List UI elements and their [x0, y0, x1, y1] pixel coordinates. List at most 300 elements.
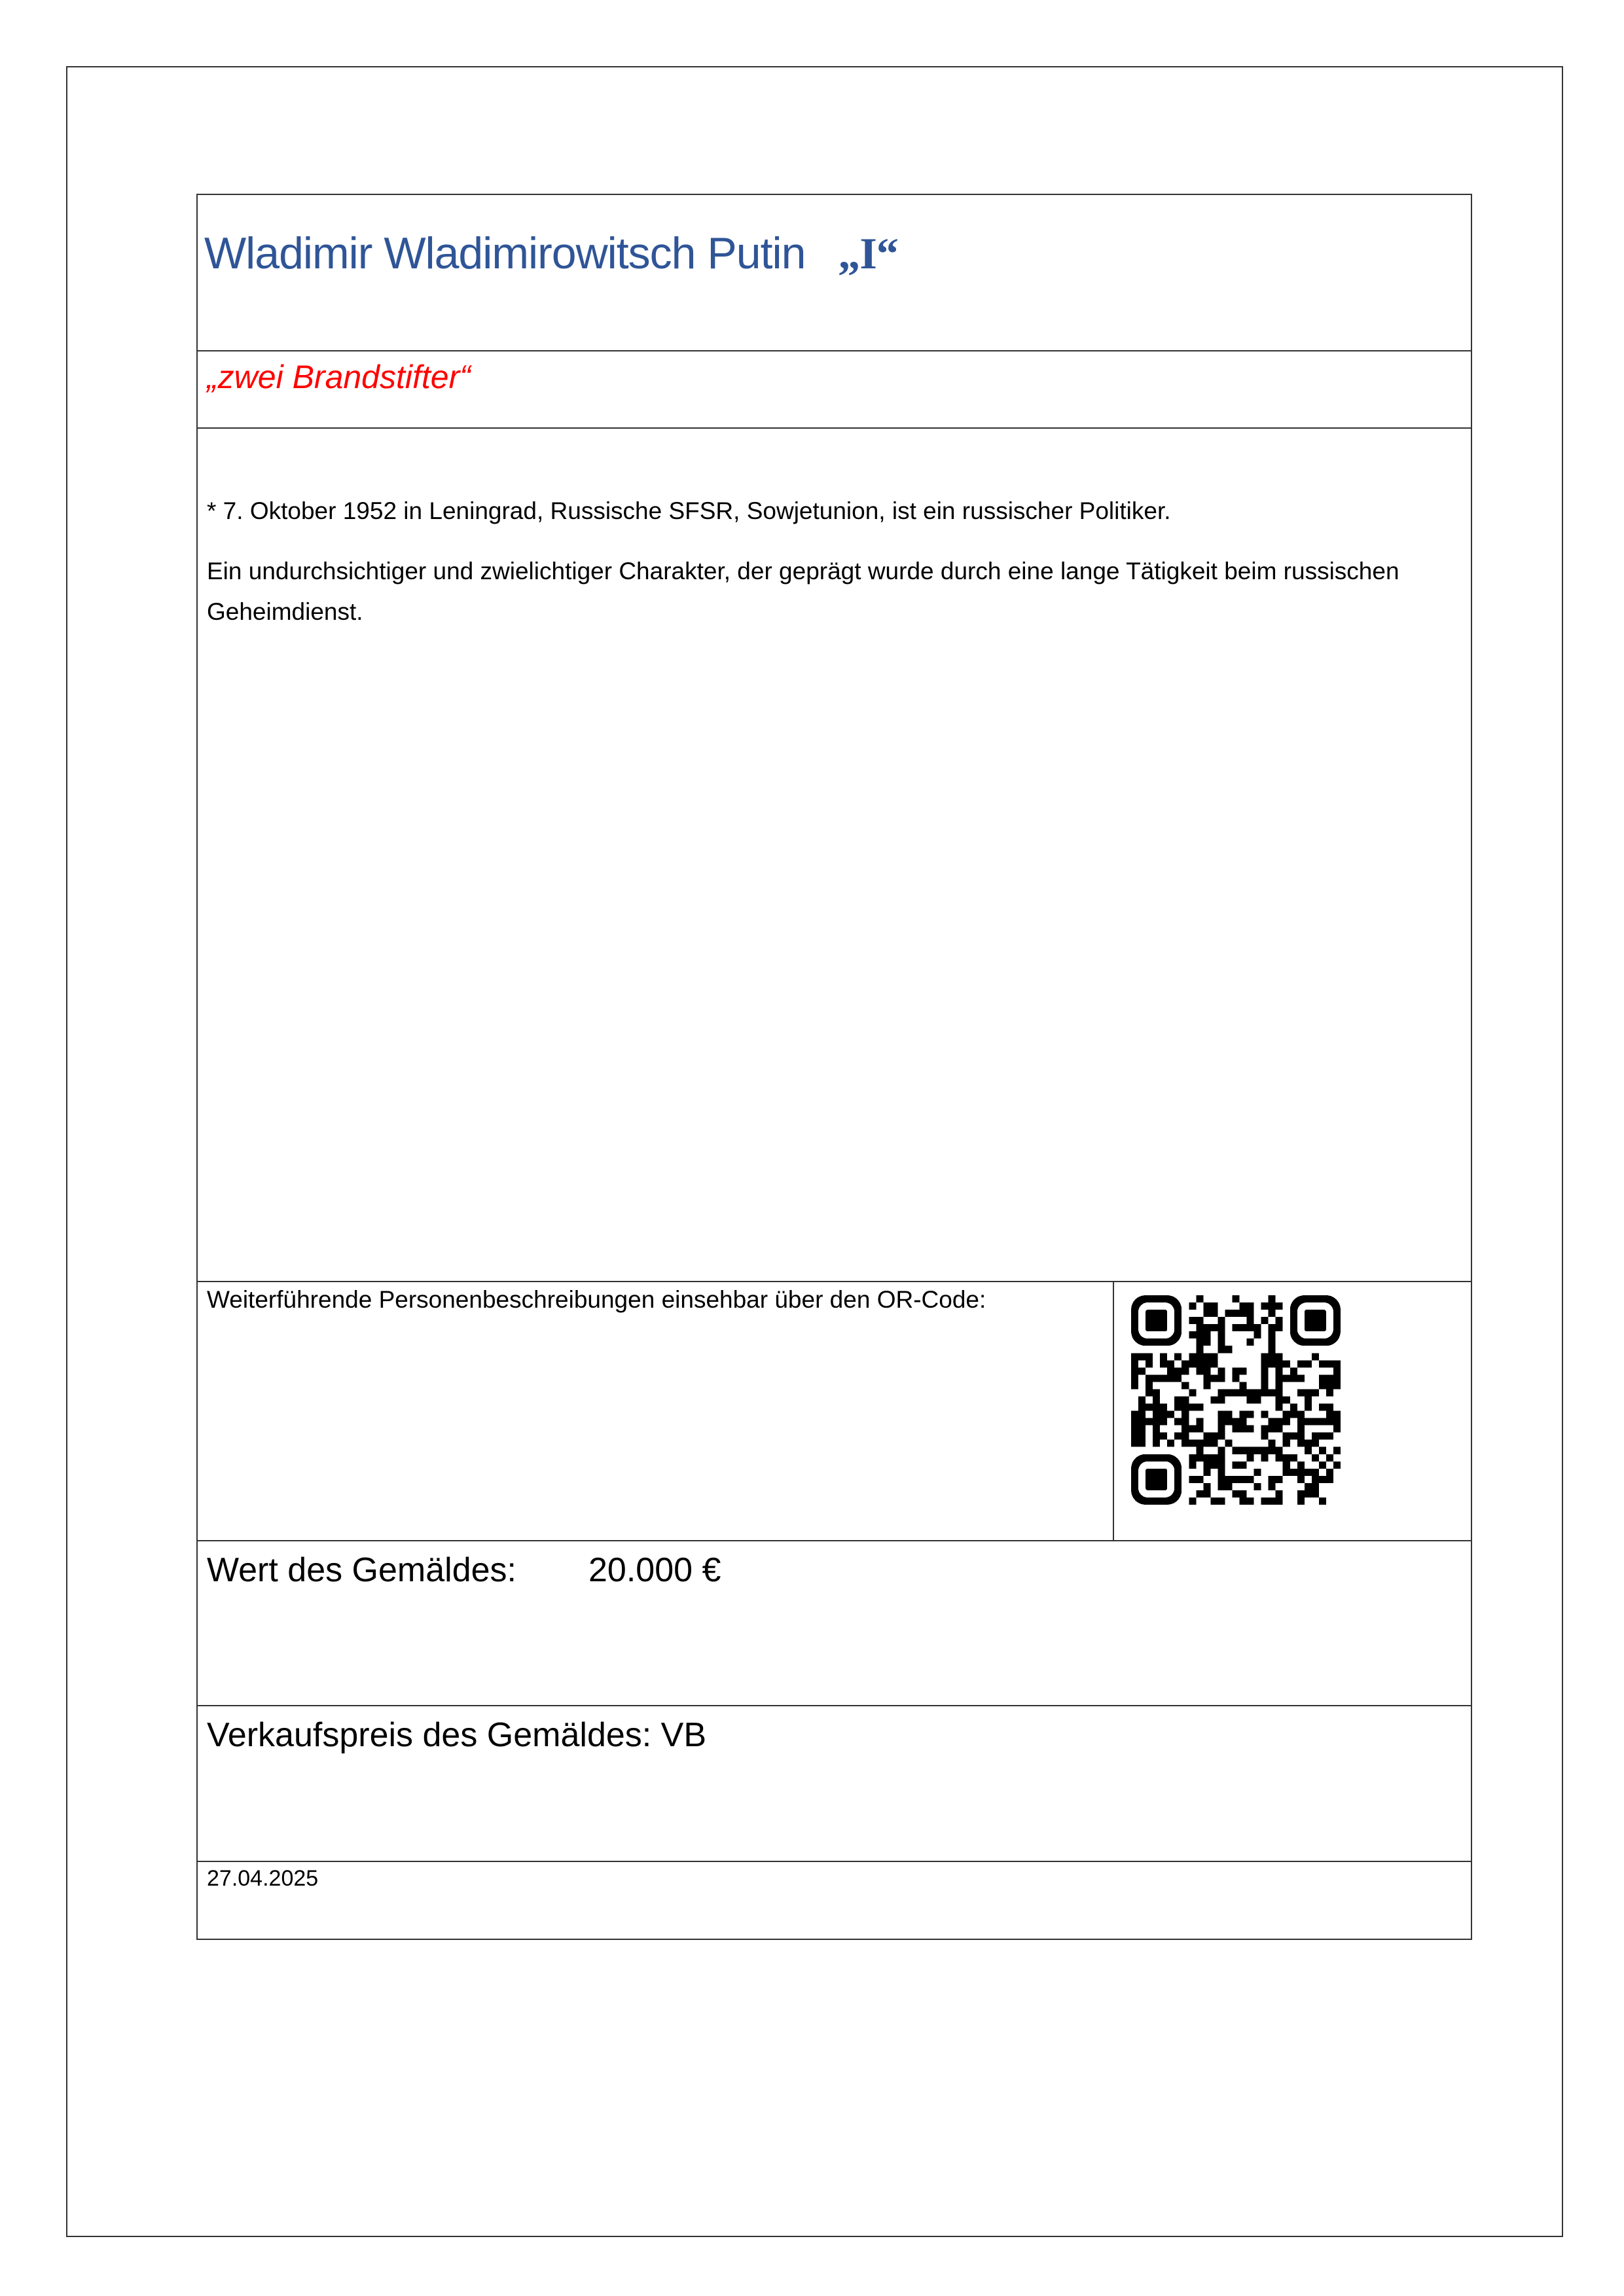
- qr-module: [1269, 1447, 1276, 1454]
- qr-module: [1203, 1433, 1210, 1440]
- qr-module: [1218, 1396, 1225, 1403]
- qr-module: [1131, 1411, 1138, 1418]
- qr-cell: [1114, 1282, 1471, 1540]
- qr-module: [1146, 1382, 1153, 1389]
- qr-module: [1247, 1338, 1254, 1346]
- qr-module: [1218, 1389, 1225, 1396]
- price-label: Verkaufspreis des Gemäldes: VB: [207, 1716, 707, 1754]
- qr-module: [1261, 1433, 1269, 1440]
- qr-module: [1297, 1498, 1305, 1505]
- qr-module: [1326, 1476, 1333, 1483]
- qr-module: [1240, 1426, 1247, 1433]
- qr-module: [1174, 1374, 1182, 1382]
- qr-module: [1218, 1338, 1225, 1346]
- qr-module: [1240, 1310, 1247, 1317]
- qr-module: [1232, 1490, 1239, 1498]
- qr-module: [1210, 1324, 1218, 1331]
- qr-module: [1196, 1295, 1203, 1302]
- qr-module: [1189, 1360, 1196, 1367]
- qr-module: [1232, 1295, 1239, 1302]
- qr-module: [1138, 1404, 1146, 1411]
- qr-module: [1261, 1353, 1269, 1360]
- qr-module: [1138, 1426, 1146, 1433]
- qr-module: [1174, 1353, 1182, 1360]
- qr-module: [1261, 1454, 1269, 1462]
- qr-module: [1240, 1490, 1247, 1498]
- qr-module: [1312, 1353, 1319, 1360]
- person-name: Wladimir Wladimirowitsch Putin: [204, 228, 806, 278]
- qr-module: [1261, 1302, 1269, 1310]
- qr-module: [1131, 1353, 1138, 1360]
- qr-module: [1326, 1404, 1333, 1411]
- qr-module: [1225, 1476, 1232, 1483]
- qr-module: [1218, 1411, 1225, 1418]
- qr-module: [1218, 1498, 1225, 1505]
- qr-module: [1153, 1440, 1160, 1447]
- qr-module: [1283, 1433, 1290, 1440]
- qr-module: [1333, 1382, 1341, 1389]
- qr-module: [1305, 1447, 1312, 1454]
- qr-module: [1326, 1469, 1333, 1476]
- qr-module: [1290, 1433, 1297, 1440]
- qr-module: [1269, 1440, 1276, 1447]
- qr-module: [1276, 1317, 1283, 1324]
- qr-module: [1290, 1469, 1297, 1476]
- qr-module: [1196, 1490, 1203, 1498]
- qr-module: [1218, 1454, 1225, 1462]
- qr-module: [1276, 1447, 1283, 1454]
- qr-module: [1146, 1418, 1153, 1426]
- qr-module: [1131, 1367, 1138, 1374]
- qr-module: [1261, 1498, 1269, 1505]
- qr-module: [1160, 1353, 1167, 1360]
- qr-module: [1196, 1367, 1203, 1374]
- qr-module: [1210, 1462, 1218, 1469]
- qr-label: Weiterführende Personenbeschreibungen einsehbar über den OR-Code:: [198, 1282, 1114, 1540]
- qr-module: [1333, 1411, 1341, 1418]
- qr-module: [1232, 1418, 1239, 1426]
- qr-module: [1160, 1360, 1167, 1367]
- qr-module: [1240, 1382, 1247, 1389]
- qr-module: [1232, 1426, 1239, 1433]
- qr-module: [1276, 1302, 1283, 1310]
- qr-module: [1283, 1360, 1290, 1367]
- qr-module: [1305, 1396, 1312, 1403]
- qr-module: [1210, 1374, 1218, 1382]
- qr-module: [1269, 1310, 1276, 1317]
- qr-module: [1189, 1389, 1196, 1396]
- qr-module: [1153, 1418, 1160, 1426]
- qr-module: [1240, 1476, 1247, 1483]
- qr-module: [1261, 1382, 1269, 1389]
- qr-module: [1153, 1404, 1160, 1411]
- qr-module: [1240, 1462, 1247, 1469]
- qr-module: [1312, 1469, 1319, 1476]
- qr-module: [1305, 1360, 1312, 1367]
- qr-module: [1319, 1404, 1326, 1411]
- qr-module: [1326, 1454, 1333, 1462]
- qr-module: [1290, 1454, 1297, 1462]
- qr-module: [1146, 1374, 1153, 1382]
- qr-module: [1254, 1483, 1261, 1490]
- qr-module: [1160, 1418, 1167, 1426]
- qr-module: [1203, 1440, 1210, 1447]
- qr-module: [1189, 1498, 1196, 1505]
- qr-module: [1131, 1426, 1138, 1433]
- qr-module: [1261, 1374, 1269, 1382]
- qr-module: [1254, 1469, 1261, 1476]
- qr-module: [1326, 1389, 1333, 1396]
- qr-module: [1312, 1490, 1319, 1498]
- qr-module: [1189, 1353, 1196, 1360]
- date-row: [198, 1862, 1471, 1939]
- qr-module: [1210, 1433, 1218, 1440]
- qr-module: [1189, 1302, 1196, 1310]
- qr-module: [1319, 1360, 1326, 1367]
- qr-module: [1196, 1331, 1203, 1338]
- value-row: [198, 1541, 1471, 1706]
- qr-module: [1305, 1440, 1312, 1447]
- qr-module: [1261, 1411, 1269, 1418]
- qr-module: [1247, 1426, 1254, 1433]
- qr-module: [1247, 1396, 1254, 1403]
- qr-module: [1182, 1382, 1189, 1389]
- date: 27.04.2025: [207, 1866, 319, 1891]
- qr-module: [1167, 1411, 1174, 1418]
- qr-module: [1297, 1433, 1305, 1440]
- qr-module: [1326, 1374, 1333, 1382]
- qr-module: [1333, 1426, 1341, 1433]
- qr-module: [1131, 1418, 1138, 1426]
- qr-module: [1312, 1433, 1319, 1440]
- qr-module: [1269, 1426, 1276, 1433]
- value-label: Wert des Gemäldes:: [207, 1551, 517, 1589]
- qr-module: [1167, 1367, 1174, 1374]
- qr-module: [1203, 1331, 1210, 1338]
- qr-module: [1276, 1476, 1283, 1483]
- painting-number: „I“: [838, 228, 898, 278]
- qr-module: [1276, 1374, 1283, 1382]
- qr-module: [1290, 1404, 1297, 1411]
- qr-module: [1196, 1317, 1203, 1324]
- qr-module: [1146, 1389, 1153, 1396]
- qr-module: [1254, 1396, 1261, 1403]
- qr-module: [1305, 1483, 1312, 1490]
- qr-module: [1131, 1360, 1138, 1367]
- qr-module: [1225, 1483, 1232, 1490]
- qr-module: [1269, 1353, 1276, 1360]
- qr-module: [1153, 1411, 1160, 1418]
- qr-module: [1196, 1338, 1203, 1346]
- qr-module: [1305, 1469, 1312, 1476]
- qr-module: [1232, 1462, 1239, 1469]
- qr-module: [1189, 1476, 1196, 1483]
- qr-module: [1247, 1411, 1254, 1418]
- qr-module: [1232, 1389, 1239, 1396]
- qr-module: [1182, 1426, 1189, 1433]
- qr-module: [1203, 1374, 1210, 1382]
- qr-module: [1297, 1490, 1305, 1498]
- qr-module: [1254, 1447, 1261, 1454]
- qr-module: [1218, 1433, 1225, 1440]
- qr-module: [1319, 1447, 1326, 1454]
- qr-module: [1225, 1418, 1232, 1426]
- qr-module: [1182, 1360, 1189, 1367]
- qr-module: [1232, 1324, 1239, 1331]
- qr-module: [1210, 1454, 1218, 1462]
- qr-module: [1210, 1353, 1218, 1360]
- qr-module: [1261, 1389, 1269, 1396]
- qr-module: [1218, 1462, 1225, 1469]
- qr-module: [1297, 1360, 1305, 1367]
- qr-module: [1189, 1331, 1196, 1338]
- qr-module: [1269, 1360, 1276, 1367]
- qr-module: [1182, 1404, 1189, 1411]
- painting-subtitle: „zwei Brandstifter“: [207, 359, 471, 395]
- qr-module: [1196, 1346, 1203, 1353]
- qr-module: [1269, 1324, 1276, 1331]
- qr-module: [1203, 1338, 1210, 1346]
- title-row: [198, 195, 1471, 351]
- qr-module: [1254, 1324, 1261, 1331]
- qr-module: [1240, 1411, 1247, 1418]
- qr-module: [1326, 1360, 1333, 1367]
- qr-module: [1210, 1440, 1218, 1447]
- qr-module: [1283, 1418, 1290, 1426]
- qr-module: [1240, 1367, 1247, 1374]
- qr-module: [1218, 1346, 1225, 1353]
- qr-module: [1305, 1310, 1326, 1331]
- qr-module: [1174, 1433, 1182, 1440]
- qr-module: [1203, 1382, 1210, 1389]
- qr-module: [1138, 1433, 1146, 1440]
- qr-module: [1247, 1447, 1254, 1454]
- qr-module: [1269, 1295, 1276, 1302]
- bio-birth: * 7. Oktober 1952 in Leningrad, Russische SFSR, Sowjetunion, ist ein russischer Politiker.: [207, 497, 1171, 524]
- qr-module: [1203, 1310, 1210, 1317]
- qr-module: [1196, 1454, 1203, 1462]
- qr-module: [1160, 1433, 1167, 1440]
- qr-module: [1319, 1382, 1326, 1389]
- qr-module: [1276, 1360, 1283, 1367]
- qr-module: [1283, 1440, 1290, 1447]
- qr-module: [1261, 1447, 1269, 1454]
- qr-module: [1269, 1331, 1276, 1338]
- qr-module: [1232, 1367, 1239, 1374]
- qr-module: [1326, 1433, 1333, 1440]
- qr-module: [1218, 1426, 1225, 1433]
- qr-module: [1276, 1382, 1283, 1389]
- qr-module: [1290, 1374, 1297, 1382]
- qr-module: [1225, 1389, 1232, 1396]
- qr-module: [1276, 1324, 1283, 1331]
- qr-module: [1138, 1353, 1146, 1360]
- qr-module: [1269, 1338, 1276, 1346]
- qr-module: [1283, 1396, 1290, 1403]
- qr-module: [1167, 1360, 1174, 1367]
- qr-module: [1160, 1374, 1167, 1382]
- biography: [198, 429, 1471, 1282]
- qr-module: [1189, 1440, 1196, 1447]
- qr-module: [1232, 1476, 1239, 1483]
- qr-module: [1276, 1418, 1283, 1426]
- qr-module: [1218, 1447, 1225, 1454]
- qr-module: [1290, 1411, 1297, 1418]
- qr-module: [1297, 1469, 1305, 1476]
- qr-module: [1210, 1396, 1218, 1403]
- qr-module: [1203, 1483, 1210, 1490]
- qr-module: [1189, 1404, 1196, 1411]
- qr-module: [1131, 1440, 1138, 1447]
- qr-module: [1160, 1411, 1167, 1418]
- qr-module: [1153, 1396, 1160, 1403]
- qr-module: [1225, 1440, 1232, 1447]
- qr-module: [1247, 1389, 1254, 1396]
- qr-module: [1218, 1418, 1225, 1426]
- qr-module: [1218, 1469, 1225, 1476]
- qr-module: [1276, 1367, 1283, 1374]
- qr-module: [1269, 1302, 1276, 1310]
- qr-module: [1312, 1476, 1319, 1483]
- subtitle-row: [198, 351, 1471, 429]
- qr-module: [1312, 1454, 1319, 1462]
- qr-module: [1240, 1302, 1247, 1310]
- qr-module: [1210, 1302, 1218, 1310]
- qr-module: [1297, 1389, 1305, 1396]
- qr-module: [1240, 1498, 1247, 1505]
- qr-module: [1210, 1498, 1218, 1505]
- qr-module: [1297, 1462, 1305, 1469]
- qr-module: [1333, 1418, 1341, 1426]
- qr-module: [1218, 1367, 1225, 1374]
- qr-module: [1218, 1374, 1225, 1382]
- qr-module: [1146, 1404, 1153, 1411]
- qr-module: [1283, 1469, 1290, 1476]
- qr-module: [1138, 1440, 1146, 1447]
- qr-module: [1269, 1346, 1276, 1353]
- qr-module: [1269, 1418, 1276, 1426]
- qr-module: [1196, 1404, 1203, 1411]
- value-amount: 20.000 €: [588, 1551, 721, 1589]
- qr-module: [1276, 1498, 1283, 1505]
- qr-code-icon[interactable]: [1131, 1295, 1341, 1505]
- qr-module: [1247, 1317, 1254, 1324]
- qr-module: [1333, 1462, 1341, 1469]
- qr-module: [1146, 1310, 1167, 1331]
- qr-module: [1333, 1374, 1341, 1382]
- qr-module: [1196, 1447, 1203, 1454]
- qr-row: [198, 1282, 1471, 1541]
- qr-module: [1326, 1418, 1333, 1426]
- qr-module: [1232, 1447, 1239, 1454]
- qr-module: [1218, 1317, 1225, 1324]
- qr-module: [1240, 1418, 1247, 1426]
- qr-module: [1203, 1360, 1210, 1367]
- qr-module: [1276, 1389, 1283, 1396]
- qr-module: [1196, 1360, 1203, 1367]
- qr-module: [1269, 1476, 1276, 1483]
- qr-module: [1153, 1433, 1160, 1440]
- qr-module: [1225, 1411, 1232, 1418]
- qr-module: [1138, 1396, 1146, 1403]
- qr-module: [1290, 1367, 1297, 1374]
- qr-module: [1305, 1389, 1312, 1396]
- qr-module: [1319, 1418, 1326, 1426]
- qr-module: [1297, 1440, 1305, 1447]
- qr-module: [1153, 1389, 1160, 1396]
- qr-module: [1247, 1302, 1254, 1310]
- qr-module: [1146, 1360, 1153, 1367]
- qr-module: [1312, 1418, 1319, 1426]
- qr-module: [1297, 1411, 1305, 1418]
- qr-module: [1319, 1433, 1326, 1440]
- qr-module: [1240, 1389, 1247, 1396]
- qr-module: [1182, 1396, 1189, 1403]
- bio-description: Ein undurchsichtiger und zwielichtiger Charakter, der geprägt wurde durch eine lange Tätigkeit beim russischen Geheimdienst.: [207, 558, 1399, 625]
- qr-module: [1174, 1404, 1182, 1411]
- qr-module: [1146, 1469, 1167, 1490]
- qr-module: [1225, 1346, 1232, 1353]
- qr-module: [1276, 1454, 1283, 1462]
- qr-module: [1269, 1389, 1276, 1396]
- qr-module: [1167, 1374, 1174, 1382]
- qr-module: [1312, 1389, 1319, 1396]
- qr-module: [1203, 1367, 1210, 1374]
- qr-module: [1131, 1374, 1138, 1382]
- qr-module: [1247, 1498, 1254, 1505]
- qr-module: [1218, 1324, 1225, 1331]
- qr-module: [1319, 1498, 1326, 1505]
- qr-module: [1174, 1367, 1182, 1374]
- qr-module: [1138, 1367, 1146, 1374]
- qr-module: [1333, 1447, 1341, 1454]
- qr-module: [1138, 1418, 1146, 1426]
- qr-module: [1182, 1411, 1189, 1418]
- qr-module: [1276, 1404, 1283, 1411]
- qr-module: [1247, 1324, 1254, 1331]
- qr-module: [1225, 1310, 1232, 1317]
- qr-module: [1174, 1396, 1182, 1403]
- qr-module: [1210, 1310, 1218, 1317]
- qr-module: [1247, 1476, 1254, 1483]
- qr-module: [1283, 1411, 1290, 1418]
- qr-module: [1283, 1454, 1290, 1462]
- qr-module: [1218, 1483, 1225, 1490]
- qr-module: [1153, 1426, 1160, 1433]
- qr-module: [1203, 1302, 1210, 1310]
- qr-module: [1240, 1324, 1247, 1331]
- qr-module: [1189, 1426, 1196, 1433]
- qr-module: [1297, 1418, 1305, 1426]
- info-table: [196, 194, 1472, 1940]
- qr-module: [1210, 1360, 1218, 1367]
- qr-module: [1196, 1324, 1203, 1331]
- qr-module: [1189, 1317, 1196, 1324]
- qr-module: [1160, 1404, 1167, 1411]
- qr-module: [1333, 1360, 1341, 1367]
- qr-module: [1196, 1440, 1203, 1447]
- qr-module: [1203, 1353, 1210, 1360]
- qr-module: [1312, 1483, 1319, 1490]
- qr-module: [1189, 1454, 1196, 1462]
- qr-module: [1182, 1440, 1189, 1447]
- qr-module: [1174, 1418, 1182, 1426]
- qr-module: [1240, 1447, 1247, 1454]
- qr-module: [1182, 1367, 1189, 1374]
- qr-module: [1276, 1353, 1283, 1360]
- qr-module: [1189, 1462, 1196, 1469]
- qr-module: [1203, 1469, 1210, 1476]
